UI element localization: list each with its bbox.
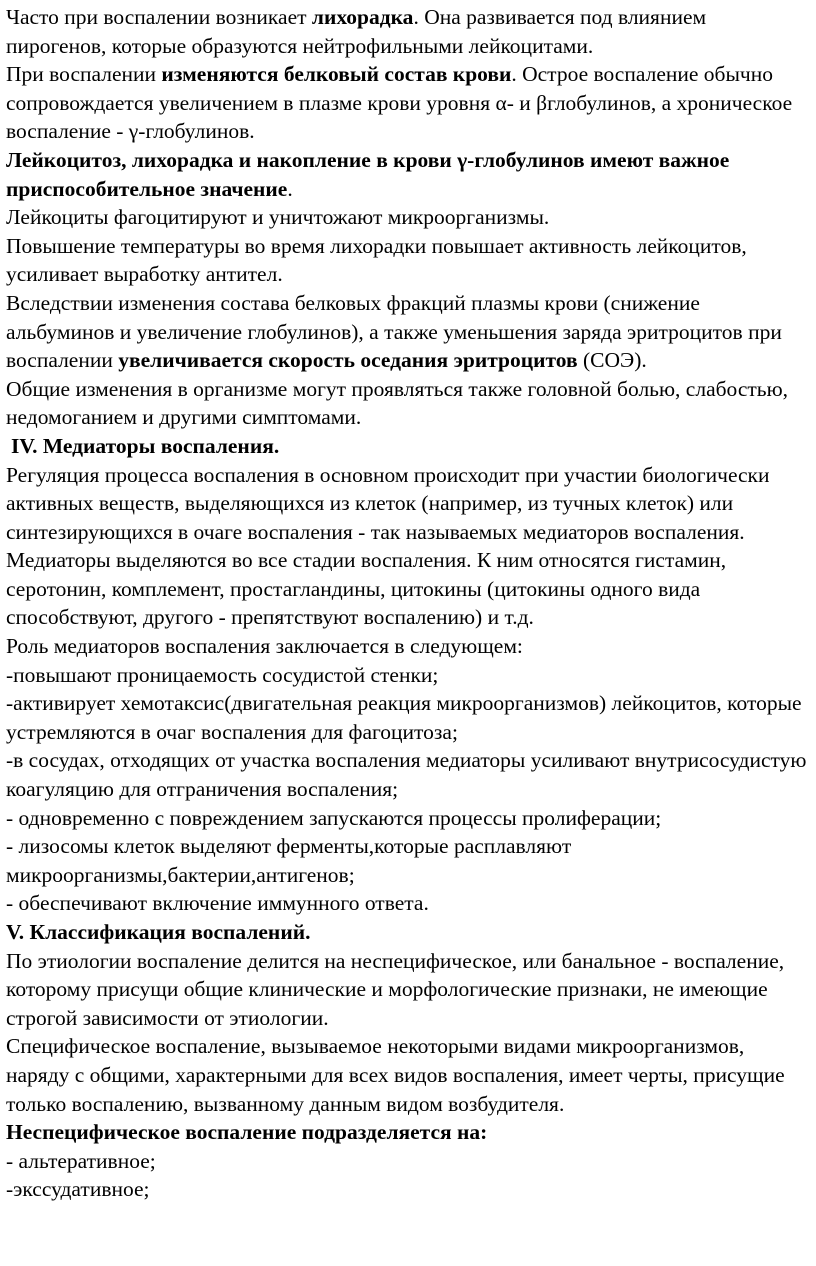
paragraph-mediator-role: Роль медиаторов воспаления заключается в следующем:: [6, 634, 523, 659]
text: При воспалении: [6, 62, 162, 87]
heading-text: IV. Медиаторы воспаления.: [11, 433, 280, 458]
bold-term: Неспецифическое воспаление подразделяется на:: [6, 1120, 488, 1145]
bold-term: изменяются белковый состав крови: [161, 62, 512, 87]
text: .: [287, 176, 293, 201]
mediator-role-list: [6, 661, 810, 918]
paragraph-leukocytes: Лейкоциты фагоцитируют и уничтожают микроорганизмы.: [6, 205, 550, 230]
text: . Она развивается под влиянием пирогенов, которые образуются нейтрофильными лейкоцитами.: [6, 5, 707, 58]
paragraph-regulation: Регуляция процесса воспаления в основном происходит при участии биологически активных веществ, выделяющихся из клеток (например, из тучных клеток) или синтезирующихся в очаге воспаления - так называемых медиаторов воспаления. Медиаторы выделяются во все стадии воспаления. К ним относятся гистамин, серотонин, комплемент, простагландины, цитокины (цитокины одного вида способствуют, другого - препятствуют воспалению) и т.д.: [6, 462, 770, 630]
list-item: -активирует хемотаксис(двигательная реакция микроорганизмов) лейкоцитов, которые устремляются в очаг воспаления для фагоцитоза;: [6, 691, 802, 744]
paragraph-fever: [6, 3, 810, 60]
list-item: -в сосудах, отходящих от участка воспаления медиаторы усиливают внутрисосудистую коагуляцию для отграничения воспаления;: [6, 748, 807, 802]
text: (СОЭ).: [577, 348, 647, 373]
list-item: - обеспечивают включение иммунного ответа.: [6, 891, 429, 916]
bold-term: Лейкоцитоз, лихорадка и накопление в крови γ-глобулинов имеют важное приспособительное значение: [6, 147, 730, 201]
text: Часто при воспалении возникает: [6, 5, 312, 29]
paragraph-adaptive-value: [6, 146, 810, 203]
list-item: - одновременно с повреждением запускаются процессы пролиферации;: [6, 805, 662, 830]
section-heading-classification: [6, 918, 810, 947]
paragraph-esr: [6, 289, 810, 375]
paragraph-nonspecific: По этиологии воспаление делится на неспецифическое, или банальное - воспаление, которому присущи общие клинические и морфологические признаки, не имеющие строгой зависимости от этиологии.: [6, 948, 785, 1030]
text: Вследствии изменения состава белковых фракций плазмы крови (снижение альбуминов и увеличение глобулинов), а также уменьшения заряда эритроцитов при воспалении: [6, 290, 782, 373]
heading-text: V. Классификация воспалений.: [6, 920, 311, 944]
list-item: - лизосомы клеток выделяют ферменты,которые расплавляют микроорганизмы,бактерии,антигенов;: [6, 834, 572, 887]
text: . Острое воспаление обычно сопровождается увеличением в плазме крови уровня α- и βглобулинов, а хроническое воспаление - γ-глобулинов.: [6, 62, 793, 144]
paragraph-subdivision: [6, 1118, 810, 1147]
list-item: -экссудативное;: [6, 1177, 150, 1202]
section-heading-mediators: [6, 432, 810, 461]
bold-term: увеличивается скорость оседания эритроцитов: [118, 348, 578, 373]
paragraph-blood-protein: [6, 60, 810, 146]
bold-term: лихорадка: [311, 5, 414, 29]
list-item: - альтеративное;: [6, 1148, 156, 1173]
inflammation-type-list: [6, 1147, 810, 1204]
paragraph-general-changes: Общие изменения в организме могут проявляться также головной болью, слабостью, недомоганием и другими симптомами.: [6, 376, 789, 430]
paragraph-temperature: Повышение температуры во время лихорадки повышает активность лейкоцитов, усиливает выработку антител.: [6, 233, 747, 287]
list-item: -повышают проницаемость сосудистой стенки;: [6, 662, 439, 687]
paragraph-specific: Специфическое воспаление, вызываемое некоторыми видами микроорганизмов, наряду с общими, характерными для всех видов воспаления, имеет черты, присущие только воспалению, вызванному данным видом возбудителя.: [6, 1034, 785, 1116]
